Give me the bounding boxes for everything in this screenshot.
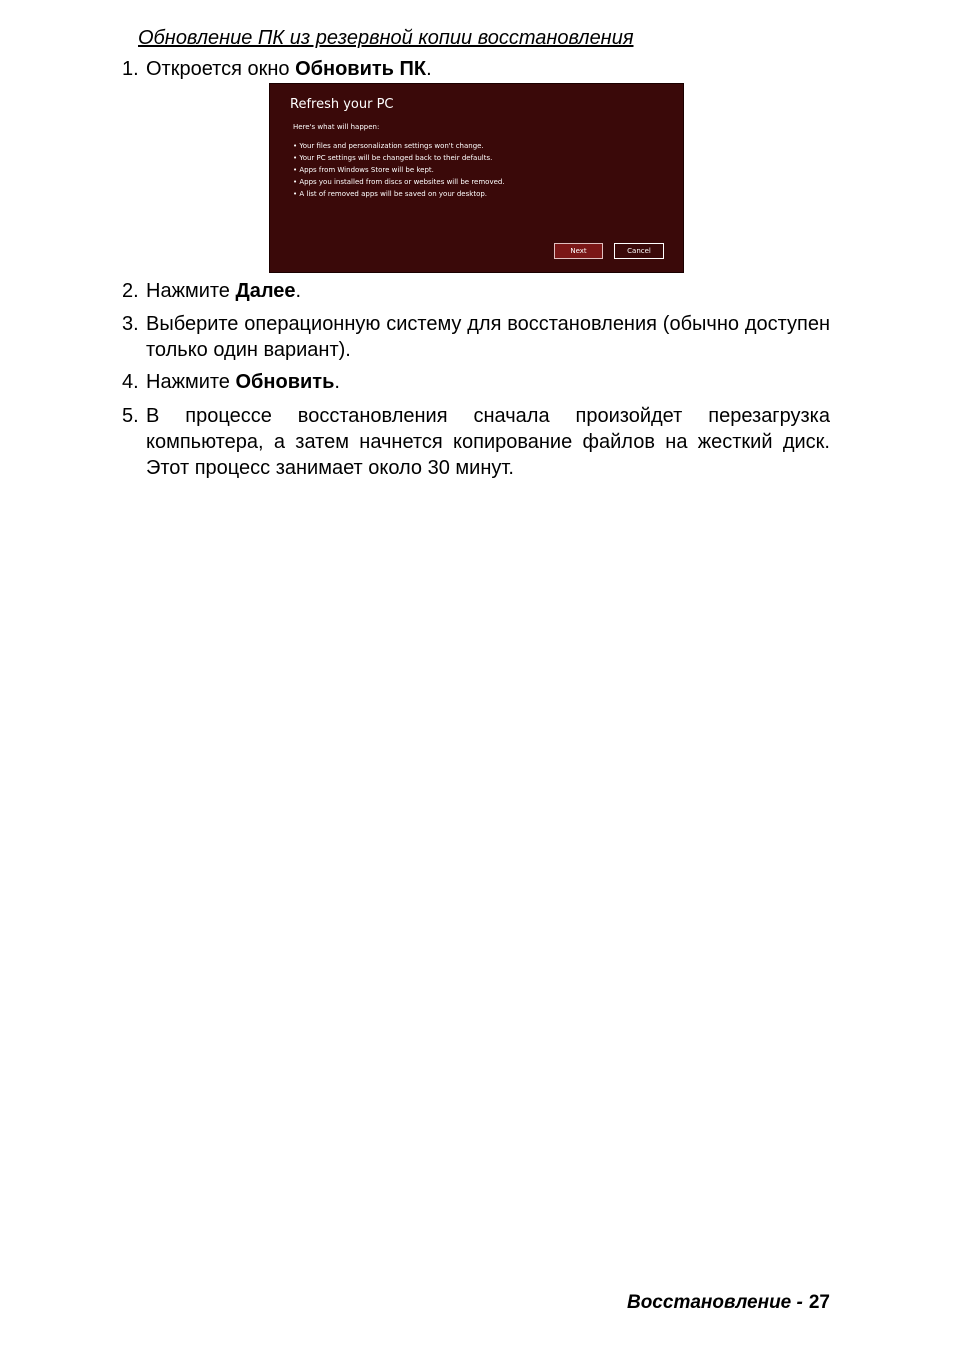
dialog-list-item: • Apps from Windows Store will be kept. (293, 166, 434, 174)
step-3 (122, 311, 830, 363)
step-4 (122, 369, 830, 395)
step-text: Откроется окно (146, 58, 296, 80)
dialog-list-item: • Your files and personalization settings won't change. (293, 142, 484, 150)
dialog-list-item: • Your PC settings will be changed back to their defaults. (293, 154, 493, 162)
dialog-list-item: • A list of removed apps will be saved on your desktop. (293, 190, 488, 198)
step-text: Выберите операционную систему для восстановления (обычно доступен только один вариант). (146, 313, 830, 361)
step-number: 2. (122, 280, 139, 302)
next-button[interactable]: Next (554, 243, 603, 259)
page-footer (627, 1292, 830, 1314)
step-text-end: . (295, 280, 302, 302)
step-2 (122, 278, 830, 304)
step-number: 3. (122, 313, 139, 335)
step-5 (122, 403, 830, 481)
dialog-intro: Here's what will happen: (293, 123, 380, 131)
step-bold-text: Далее (235, 280, 296, 302)
step-number: 1. (122, 58, 139, 80)
step-text-end: . (426, 58, 432, 80)
step-bold-text: Обновить (235, 371, 335, 393)
step-text-end: . (334, 371, 340, 393)
page-number: 27 (808, 1292, 830, 1313)
dialog-list (293, 140, 505, 200)
cancel-button[interactable]: Cancel (614, 243, 664, 259)
step-text: В процессе восстановления сначала произойдет перезагрузка компьютера, а затем начнется копирование файлов на жесткий диск. Этот процесс занимает около 30 минут. (146, 405, 830, 479)
footer-section-title: Восстановление - (626, 1292, 803, 1313)
refresh-pc-dialog-screenshot (269, 83, 684, 273)
dialog-list-item: • Apps you installed from discs or websites will be removed. (293, 178, 505, 186)
step-number: 5. (122, 405, 139, 427)
step-number: 4. (122, 371, 139, 393)
dialog-title: Refresh your PC (290, 97, 394, 112)
step-text: Нажмите (146, 280, 236, 302)
step-bold-text: Обновить ПК (295, 58, 427, 80)
step-text: Нажмите (146, 371, 236, 393)
step-1 (122, 56, 830, 82)
section-heading: Обновление ПК из резервной копии восстановления (138, 27, 634, 49)
